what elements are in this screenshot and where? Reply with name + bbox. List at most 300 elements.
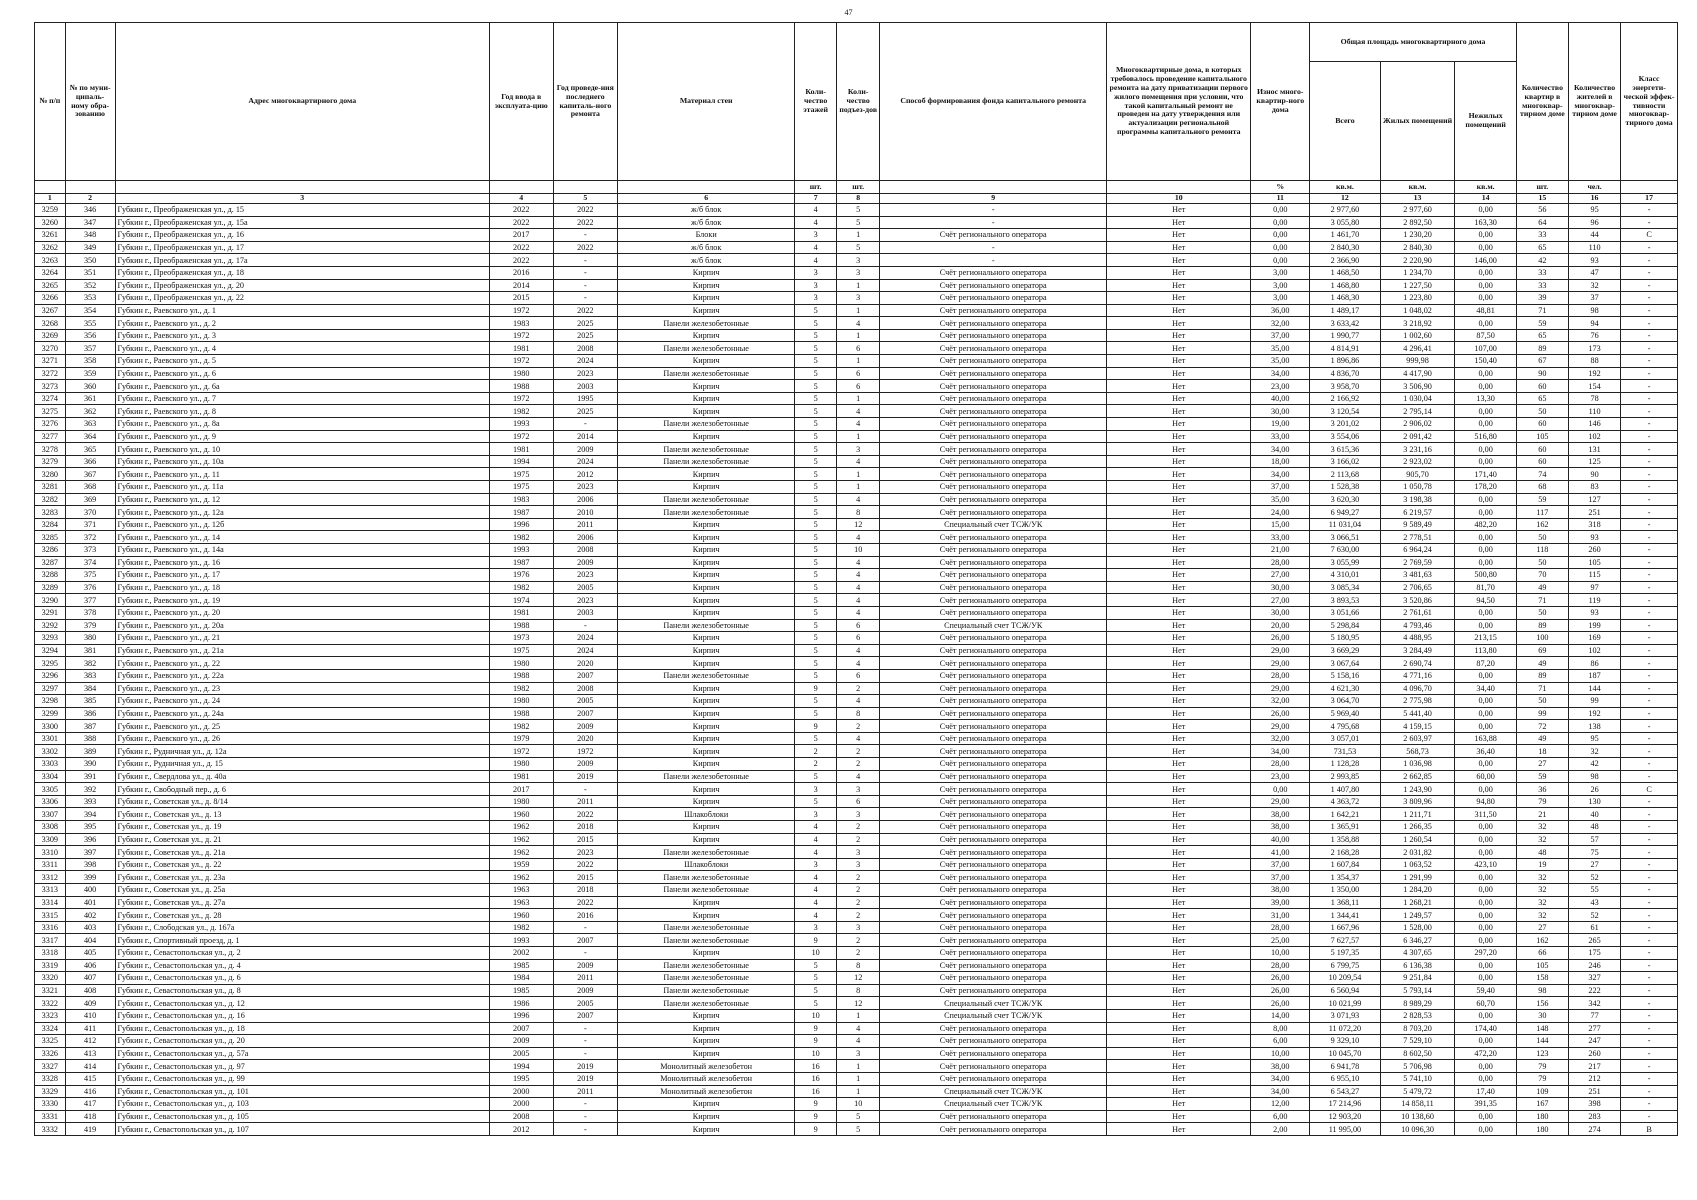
cell-entrances: 4 [837,732,880,745]
cell-year-built: 1972 [489,355,553,368]
cell-residents: 76 [1568,329,1620,342]
cell-wear: 32,00 [1251,317,1310,330]
cell-flats: 68 [1516,481,1568,494]
cell-num: 3279 [35,455,66,468]
cell-area-living: 5 741,10 [1380,1072,1455,1085]
cell-wall-material: Кирпич [618,304,795,317]
cell-year-built: 2022 [489,241,553,254]
cell-floors: 5 [795,770,837,783]
cell-fund-method: Счёт регионального оператора [880,342,1107,355]
cell-residents: 98 [1568,304,1620,317]
cell-mun-num: 391 [65,770,115,783]
cell-flats: 32 [1516,909,1568,922]
cell-need-repair: Нет [1107,1060,1251,1073]
cell-entrances: 3 [837,921,880,934]
cell-fund-method: Счёт регионального оператора [880,543,1107,556]
cell-area-living: 4 417,90 [1380,367,1455,380]
cell-need-repair: Нет [1107,418,1251,431]
cell-need-repair: Нет [1107,455,1251,468]
cell-flats: 50 [1516,556,1568,569]
cell-wall-material: Кирпич [618,644,795,657]
cell-need-repair: Нет [1107,808,1251,821]
cell-wear: 3,00 [1251,292,1310,305]
cell-address: Губкин г., Раевского ул., д. 9 [115,430,489,443]
cell-energy-class: - [1621,745,1678,758]
table-row [35,317,1678,330]
cell-floors: 9 [795,934,837,947]
cell-num: 3291 [35,606,66,619]
cell-year-built: 1962 [489,846,553,859]
cell-floors: 5 [795,531,837,544]
cell-need-repair: Нет [1107,443,1251,456]
cell-need-repair: Нет [1107,405,1251,418]
cell-num: 3276 [35,418,66,431]
cell-mun-num: 360 [65,380,115,393]
cell-floors: 3 [795,783,837,796]
cell-fund-method: Счёт регионального оператора [880,556,1107,569]
cell-area-living: 1 266,35 [1380,821,1455,834]
cell-address: Губкин г., Севастопольская ул., д. 4 [115,959,489,972]
table-row [35,279,1678,292]
cell-num: 3288 [35,569,66,582]
cell-energy-class: - [1621,946,1678,959]
cell-floors: 5 [795,632,837,645]
table-row [35,581,1678,594]
cell-mun-num: 353 [65,292,115,305]
cell-year-built: 1980 [489,657,553,670]
cell-area-total: 1 468,30 [1310,292,1380,305]
cell-energy-class: - [1621,1060,1678,1073]
cell-num: 3271 [35,355,66,368]
cell-fund-method: - [880,216,1107,229]
cell-energy-class: - [1621,770,1678,783]
cell-wear: 33,00 [1251,531,1310,544]
cell-wall-material: Панели железобетонные [618,770,795,783]
cell-wear: 0,00 [1251,229,1310,242]
cell-fund-method: Счёт регионального оператора [880,644,1107,657]
cell-floors: 5 [795,392,837,405]
cell-num: 3280 [35,468,66,481]
cell-entrances: 2 [837,720,880,733]
cell-entrances: 1 [837,392,880,405]
cell-mun-num: 375 [65,569,115,582]
cell-year-repair: 2003 [553,380,618,393]
table-row [35,229,1678,242]
cell-entrances: 1 [837,329,880,342]
cell-address: Губкин г., Раевского ул., д. 19 [115,594,489,607]
cell-year-repair: 2012 [553,468,618,481]
cell-area-nonliving: 0,00 [1455,241,1516,254]
cell-area-total: 6 955,10 [1310,1072,1380,1085]
cell-energy-class: - [1621,581,1678,594]
cell-mun-num: 371 [65,518,115,531]
cell-area-nonliving: 0,00 [1455,707,1516,720]
cell-floors: 5 [795,657,837,670]
cell-year-built: 1982 [489,581,553,594]
cell-energy-class: - [1621,695,1678,708]
unit-residents: чел. [1568,181,1620,194]
cell-energy-class: - [1621,934,1678,947]
cell-entrances: 5 [837,216,880,229]
cell-flats: 64 [1516,216,1568,229]
cell-mun-num: 399 [65,871,115,884]
cell-area-living: 1 063,52 [1380,858,1455,871]
cell-year-built: 1979 [489,732,553,745]
cell-flats: 33 [1516,266,1568,279]
cell-area-living: 8 602,50 [1380,1047,1455,1060]
cell-fund-method: Счёт регионального оператора [880,569,1107,582]
column-number: 1 [35,194,66,204]
cell-wall-material: Кирпич [618,821,795,834]
cell-year-repair: 2024 [553,644,618,657]
cell-energy-class: - [1621,720,1678,733]
cell-year-built: 1975 [489,644,553,657]
cell-residents: 78 [1568,392,1620,405]
cell-floors: 5 [795,493,837,506]
cell-mun-num: 365 [65,443,115,456]
cell-year-built: 1972 [489,392,553,405]
cell-flats: 109 [1516,1085,1568,1098]
cell-need-repair: Нет [1107,1123,1251,1136]
cell-residents: 95 [1568,732,1620,745]
cell-address: Губкин г., Преображенская ул., д. 20 [115,279,489,292]
cell-mun-num: 414 [65,1060,115,1073]
cell-area-nonliving: 0,00 [1455,758,1516,771]
cell-year-built: 1983 [489,317,553,330]
cell-need-repair: Нет [1107,720,1251,733]
cell-flats: 79 [1516,1060,1568,1073]
cell-flats: 49 [1516,581,1568,594]
table-row [35,1085,1678,1098]
cell-wear: 21,00 [1251,543,1310,556]
cell-area-nonliving: 163,88 [1455,732,1516,745]
cell-area-total: 3 067,64 [1310,657,1380,670]
cell-year-built: 2022 [489,254,553,267]
cell-wall-material: Кирпич [618,946,795,959]
cell-entrances: 6 [837,342,880,355]
cell-residents: 27 [1568,858,1620,871]
cell-address: Губкин г., Спортивный проезд, д. 1 [115,934,489,947]
cell-need-repair: Нет [1107,216,1251,229]
cell-area-total: 3 064,70 [1310,695,1380,708]
cell-area-living: 10 138,60 [1380,1110,1455,1123]
cell-entrances: 6 [837,367,880,380]
cell-address: Губкин г., Раевского ул., д. 8а [115,418,489,431]
table-row [35,543,1678,556]
table-row [35,946,1678,959]
cell-mun-num: 380 [65,632,115,645]
cell-residents: 130 [1568,795,1620,808]
cell-year-built: 1996 [489,1009,553,1022]
cell-entrances: 1 [837,1072,880,1085]
cell-flats: 72 [1516,720,1568,733]
cell-year-repair: 2025 [553,317,618,330]
cell-wear: 24,00 [1251,506,1310,519]
cell-need-repair: Нет [1107,959,1251,972]
cell-area-nonliving: 0,00 [1455,531,1516,544]
cell-year-repair: 2024 [553,632,618,645]
header-floors: Коли-чество этажей [795,23,837,181]
cell-entrances: 1 [837,481,880,494]
cell-mun-num: 398 [65,858,115,871]
cell-residents: 154 [1568,380,1620,393]
cell-area-nonliving: 0,00 [1455,1072,1516,1085]
cell-address: Губкин г., Преображенская ул., д. 17 [115,241,489,254]
cell-fund-method: Счёт регионального оператора [880,1110,1107,1123]
cell-year-repair: 2024 [553,455,618,468]
column-number: 12 [1310,194,1380,204]
cell-area-total: 7 627,57 [1310,934,1380,947]
cell-wall-material: Кирпич [618,606,795,619]
cell-area-nonliving: 81,70 [1455,581,1516,594]
cell-wear: 37,00 [1251,481,1310,494]
cell-area-nonliving: 0,00 [1455,279,1516,292]
cell-area-living: 2 091,42 [1380,430,1455,443]
cell-flats: 89 [1516,669,1568,682]
cell-flats: 50 [1516,531,1568,544]
cell-flats: 144 [1516,1035,1568,1048]
cell-fund-method: Счёт регионального оператора [880,481,1107,494]
cell-wear: 29,00 [1251,795,1310,808]
column-number: 11 [1251,194,1310,204]
cell-floors: 4 [795,254,837,267]
cell-entrances: 1 [837,304,880,317]
table-row [35,355,1678,368]
cell-area-nonliving: 0,00 [1455,292,1516,305]
cell-fund-method: Специальный счет ТСЖ/УК [880,1098,1107,1111]
cell-year-repair: - [553,946,618,959]
unit-floors: шт. [795,181,837,194]
cell-mun-num: 407 [65,972,115,985]
cell-entrances: 4 [837,657,880,670]
cell-mun-num: 359 [65,367,115,380]
table-row [35,1123,1678,1136]
table-row [35,669,1678,682]
cell-wear: 33,00 [1251,430,1310,443]
cell-wall-material: Панели железобетонные [618,418,795,431]
cell-area-living: 2 690,74 [1380,657,1455,670]
cell-area-total: 11 072,20 [1310,1022,1380,1035]
cell-address: Губкин г., Свободный пер., д. 6 [115,783,489,796]
cell-entrances: 2 [837,833,880,846]
cell-residents: 173 [1568,342,1620,355]
cell-floors: 3 [795,808,837,821]
cell-year-built: 1963 [489,884,553,897]
header-area-group: Общая площадь многоквартирного дома [1310,23,1517,62]
cell-area-living: 3 218,92 [1380,317,1455,330]
cell-residents: 44 [1568,229,1620,242]
cell-year-repair: 2011 [553,518,618,531]
cell-floors: 5 [795,695,837,708]
cell-area-total: 1 528,38 [1310,481,1380,494]
cell-floors: 5 [795,367,837,380]
cell-mun-num: 419 [65,1123,115,1136]
cell-year-repair: - [553,418,618,431]
cell-floors: 5 [795,543,837,556]
cell-area-total: 3 958,70 [1310,380,1380,393]
cell-area-nonliving: 17,40 [1455,1085,1516,1098]
cell-address: Губкин г., Раевского ул., д. 23 [115,682,489,695]
cell-wall-material: Кирпич [618,1022,795,1035]
cell-num: 3319 [35,959,66,972]
cell-energy-class: - [1621,279,1678,292]
cell-area-nonliving: 0,00 [1455,455,1516,468]
cell-need-repair: Нет [1107,1085,1251,1098]
cell-residents: 93 [1568,254,1620,267]
cell-mun-num: 410 [65,1009,115,1022]
cell-num: 3297 [35,682,66,695]
cell-address: Губкин г., Раевского ул., д. 7 [115,392,489,405]
cell-floors: 9 [795,1123,837,1136]
cell-area-total: 2 993,85 [1310,770,1380,783]
cell-num: 3320 [35,972,66,985]
cell-area-total: 3 066,51 [1310,531,1380,544]
cell-wear: 10,00 [1251,1047,1310,1060]
cell-address: Губкин г., Советская ул., д. 13 [115,808,489,821]
cell-address: Губкин г., Севастопольская ул., д. 103 [115,1098,489,1111]
cell-area-living: 2 662,85 [1380,770,1455,783]
cell-floors: 5 [795,342,837,355]
cell-wear: 37,00 [1251,871,1310,884]
cell-floors: 5 [795,380,837,393]
cell-floors: 3 [795,229,837,242]
cell-area-nonliving: 48,81 [1455,304,1516,317]
unit-area-living: кв.м. [1380,181,1455,194]
cell-wall-material: Кирпич [618,392,795,405]
cell-energy-class: - [1621,972,1678,985]
cell-wall-material: Кирпич [618,745,795,758]
cell-energy-class: - [1621,1047,1678,1060]
cell-num: 3325 [35,1035,66,1048]
cell-mun-num: 411 [65,1022,115,1035]
cell-area-total: 3 669,29 [1310,644,1380,657]
cell-year-built: 1975 [489,481,553,494]
cell-year-repair: 2022 [553,858,618,871]
cell-wear: 26,00 [1251,707,1310,720]
cell-mun-num: 404 [65,934,115,947]
cell-energy-class: - [1621,543,1678,556]
cell-num: 3299 [35,707,66,720]
cell-need-repair: Нет [1107,493,1251,506]
cell-entrances: 3 [837,858,880,871]
cell-wall-material: Кирпич [618,430,795,443]
cell-area-nonliving: 0,00 [1455,380,1516,393]
cell-floors: 5 [795,430,837,443]
cell-energy-class: - [1621,921,1678,934]
cell-floors: 5 [795,619,837,632]
cell-floors: 3 [795,921,837,934]
cell-area-nonliving: 0,00 [1455,543,1516,556]
cell-flats: 69 [1516,644,1568,657]
cell-num: 3308 [35,821,66,834]
cell-energy-class: - [1621,266,1678,279]
cell-area-total: 3 633,42 [1310,317,1380,330]
cell-residents: 169 [1568,632,1620,645]
cell-area-total: 1 350,00 [1310,884,1380,897]
cell-fund-method: Счёт регионального оператора [880,606,1107,619]
cell-year-built: 1988 [489,619,553,632]
cell-area-total: 5 180,95 [1310,632,1380,645]
cell-area-living: 6 964,24 [1380,543,1455,556]
header-entrances: Коли-чество подъез-дов [837,23,880,181]
cell-floors: 5 [795,506,837,519]
cell-residents: 144 [1568,682,1620,695]
cell-energy-class: - [1621,468,1678,481]
cell-flats: 162 [1516,934,1568,947]
cell-year-repair: 2009 [553,443,618,456]
cell-area-nonliving: 0,00 [1455,606,1516,619]
table-row [35,619,1678,632]
table-row [35,682,1678,695]
cell-year-built: 1982 [489,531,553,544]
cell-area-total: 4 836,70 [1310,367,1380,380]
cell-wall-material: Кирпич [618,569,795,582]
cell-year-built: 1959 [489,858,553,871]
cell-year-repair: 2009 [553,959,618,972]
cell-address: Губкин г., Раевского ул., д. 8 [115,405,489,418]
cell-mun-num: 379 [65,619,115,632]
cell-wear: 37,00 [1251,329,1310,342]
cell-residents: 37 [1568,292,1620,305]
cell-year-repair: - [553,229,618,242]
cell-floors: 4 [795,846,837,859]
cell-residents: 217 [1568,1060,1620,1073]
cell-mun-num: 357 [65,342,115,355]
cell-wall-material: Кирпич [618,720,795,733]
cell-year-repair: 2022 [553,216,618,229]
cell-num: 3310 [35,846,66,859]
cell-area-living: 1 234,70 [1380,266,1455,279]
cell-residents: 260 [1568,1047,1620,1060]
header-year-repair: Год проведе-ния последнего капиталь-ного ремонта [553,23,618,181]
cell-entrances: 4 [837,1022,880,1035]
cell-fund-method: Счёт регионального оператора [880,1022,1107,1035]
cell-address: Губкин г., Раевского ул., д. 17 [115,569,489,582]
cell-num: 3326 [35,1047,66,1060]
cell-floors: 10 [795,1047,837,1060]
cell-mun-num: 397 [65,846,115,859]
cell-area-total: 1 667,96 [1310,921,1380,934]
cell-num: 3275 [35,405,66,418]
cell-num: 3264 [35,266,66,279]
cell-need-repair: Нет [1107,1022,1251,1035]
cell-need-repair: Нет [1107,355,1251,368]
column-number: 9 [880,194,1107,204]
cell-need-repair: Нет [1107,669,1251,682]
table-row [35,455,1678,468]
cell-need-repair: Нет [1107,1072,1251,1085]
cell-wall-material: Панели железобетонные [618,846,795,859]
cell-num: 3327 [35,1060,66,1073]
cell-residents: 115 [1568,569,1620,582]
cell-address: Губкин г., Свердлова ул., д. 40а [115,770,489,783]
table-row [35,329,1678,342]
cell-energy-class: - [1621,997,1678,1010]
cell-need-repair: Нет [1107,569,1251,582]
cell-year-repair: 2023 [553,846,618,859]
cell-wear: 36,00 [1251,304,1310,317]
cell-floors: 5 [795,317,837,330]
cell-year-built: 1988 [489,380,553,393]
cell-year-built: 2014 [489,279,553,292]
cell-address: Губкин г., Раевского ул., д. 10а [115,455,489,468]
table-row [35,934,1678,947]
cell-residents: 61 [1568,921,1620,934]
cell-address: Губкин г., Раевского ул., д. 20 [115,606,489,619]
cell-area-total: 3 615,36 [1310,443,1380,456]
cell-residents: 265 [1568,934,1620,947]
cell-area-nonliving: 0,00 [1455,506,1516,519]
